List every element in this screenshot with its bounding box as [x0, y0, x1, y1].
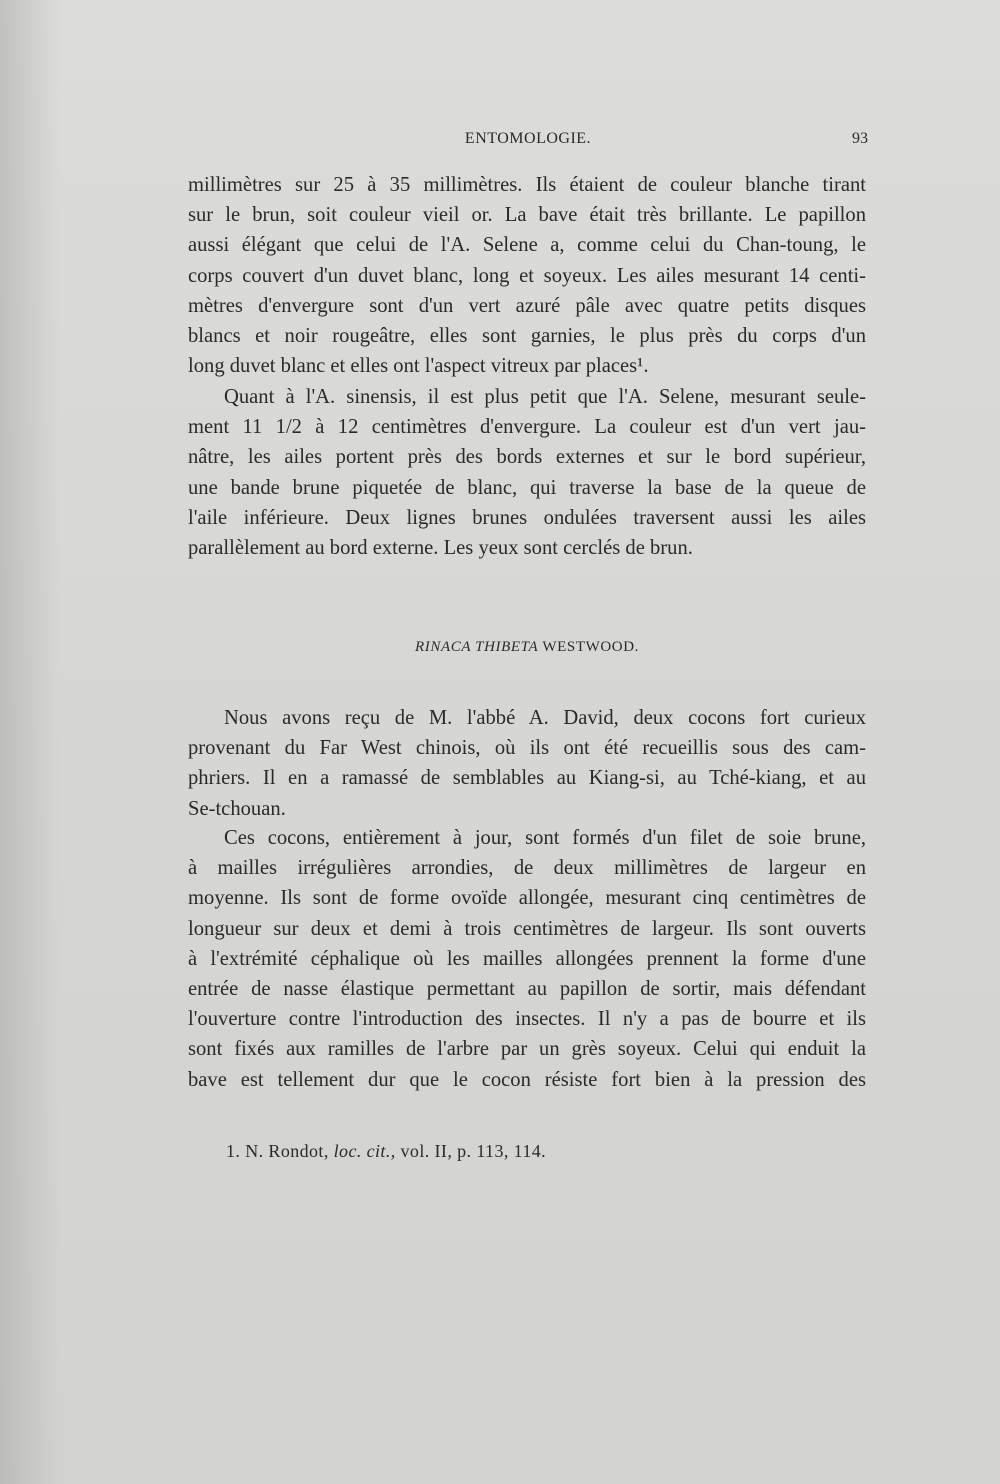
text-line: blancs et noir rougeâtre, elles sont garnies, le plus près du corps d'un: [188, 325, 866, 348]
text-line: Nous avons reçu de M. l'abbé A. David, deux cocons fort curieux: [224, 707, 866, 729]
text-line: corps couvert d'un duvet blanc, long et soyeux. Les ailes mesurant 14 centi-: [188, 264, 866, 287]
text-line: parallèlement au bord externe. Les yeux sont cerclés de brun.: [188, 537, 693, 560]
paragraph-3: [188, 703, 866, 824]
text-line: sont fixés aux ramilles de l'arbre par un grès soyeux. Celui qui enduit la: [188, 1038, 866, 1061]
text-line: millimètres sur 25 à 35 millimètres. Ils étaient de couleur blanche tirant: [188, 174, 866, 196]
section-heading: [188, 639, 866, 656]
paragraph-4: [188, 823, 866, 1095]
text-line: ment 11 1/2 à 12 centimètres d'envergure. La couleur est d'un vert jau-: [188, 416, 866, 439]
footnote-number: 1.: [226, 1141, 241, 1161]
footnote: [226, 1141, 546, 1162]
text-line: moyenne. Ils sont de forme ovoïde allongée, mesurant cinq centimètres de: [188, 887, 866, 910]
running-title: ENTOMOLOGIE.: [464, 130, 592, 147]
text-line: une bande brune piquetée de blanc, qui traverse la base de la queue de: [188, 476, 866, 499]
text-line: entrée de nasse élastique permettant au papillon de sortir, mais défendant: [188, 978, 866, 1001]
text-line: aussi élégant que celui de l'A. Selene a, comme celui du Chan-toung, le: [188, 234, 866, 257]
text-line: longueur sur deux et demi à trois centimètres de largeur. Ils sont ouverts: [188, 917, 866, 940]
text-line: nâtre, les ailes portent près des bords externes et sur le bord supérieur,: [188, 446, 866, 469]
text-line: Se-tchouan.: [188, 797, 286, 820]
text-line: à mailles irrégulières arrondies, de deux millimètres de largeur en: [188, 857, 866, 880]
text-line: à l'extrémité céphalique où les mailles allongées prennent la forme d'une: [188, 947, 866, 970]
text-line: l'aile inférieure. Deux lignes brunes ondulées traversent aussi les ailes: [188, 506, 866, 529]
text-line: bave est tellement dur que le cocon résiste fort bien à la pression des: [188, 1068, 866, 1091]
text-line: mètres d'envergure sont d'un vert azuré pâle avec quatre petits disques: [188, 294, 866, 317]
text-line: Quant à l'A. sinensis, il est plus petit que l'A. Selene, mesurant seule-: [224, 386, 866, 408]
text-line: provenant du Far West chinois, où ils ont été recueillis sous des cam-: [188, 737, 866, 760]
page-number: 93: [852, 130, 868, 147]
text-line: l'ouverture contre l'introduction des insectes. Il n'y a pas de bourre et ils: [188, 1008, 866, 1031]
running-header: [188, 128, 868, 152]
text-line: sur le brun, soit couleur vieil or. La bave était très brillante. Le papillon: [188, 204, 866, 227]
binding-shadow: [0, 0, 60, 1484]
species-name: RINACA THIBETA: [415, 639, 539, 655]
footnote-ref: loc. cit.,: [333, 1141, 396, 1161]
footnote-author: N. Rondot,: [245, 1141, 329, 1161]
species-author: WESTWOOD.: [542, 639, 639, 655]
paragraph-2: [188, 382, 866, 563]
paragraph-1: [188, 170, 866, 381]
footnote-rest: vol. II, p. 113, 114.: [400, 1141, 547, 1161]
text-line: phriers. Il en a ramassé de semblables au Kiang-si, au Tché-kiang, et au: [188, 767, 866, 790]
text-line: long duvet blanc et elles ont l'aspect vitreux par places¹.: [188, 355, 649, 378]
text-line: Ces cocons, entièrement à jour, sont formés d'un filet de soie brune,: [224, 827, 866, 849]
